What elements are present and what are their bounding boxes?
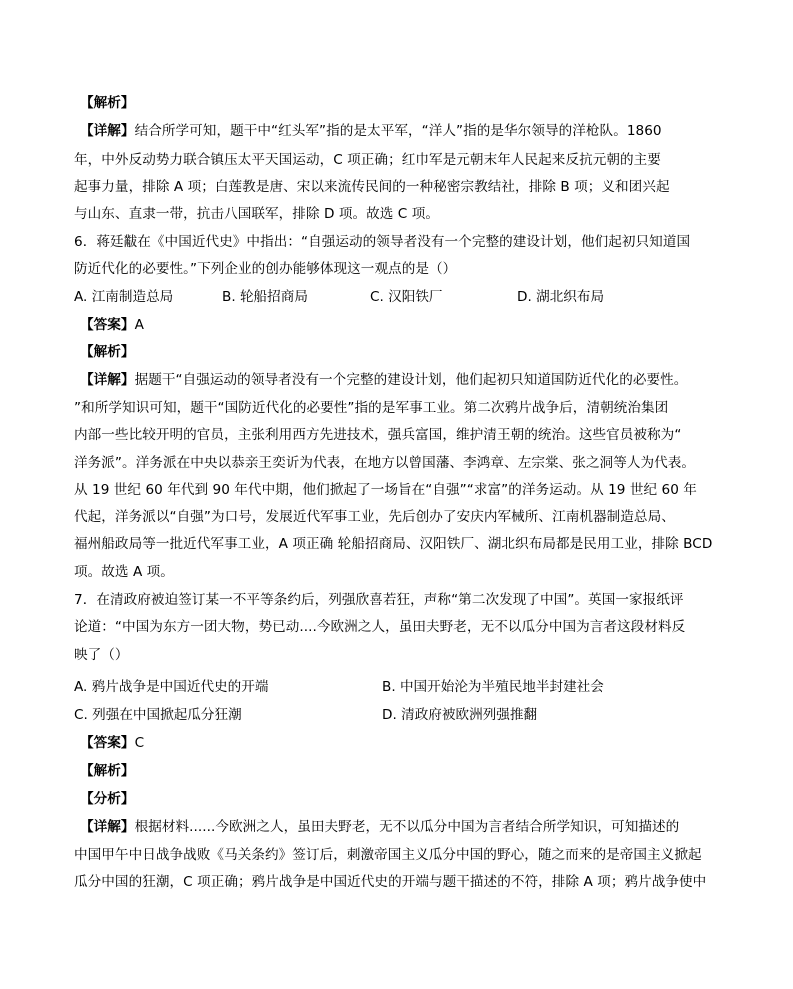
q6-detail-line-5: 从 19 世纪 60 年代到 90 年代中期，他们掀起了一场旨在“自强”“求富”的洋务运动。从 19 世纪 60 年 bbox=[74, 482, 697, 498]
q7-detail-line-3: 瓜分中国的狂潮，C 项正确；鸦片战争是中国近代史的开端与题干描述的不符，排除 A 项；鸦片战争使中 bbox=[74, 874, 707, 890]
q7-stem-line-3: 映了（） bbox=[74, 647, 129, 663]
q5-detail-line-3: 起事力量，排除 A 项；白莲教是唐、宋以来流传民间的一种秘密宗教结社，排除 B 项；义和团兴起 bbox=[74, 179, 670, 195]
q7-detail-line-1 bbox=[80, 818, 679, 837]
q6-detail-line-8: 项。故选 A 项。 bbox=[74, 564, 174, 580]
q6-detail-line-7: 福州船政局等一批近代军事工业，A 项正确 轮船招商局、汉阳铁厂、湖北织布局都是民用工业，排除 BCD bbox=[74, 536, 713, 552]
q7-option-c: C. 列强在中国掀起瓜分狂潮 bbox=[74, 707, 242, 723]
q6-detail-line-2: ”和所学知识可知，题干“国防近代化的必要性”指的是军事工业。第二次鸦片战争后，清朝统治集团 bbox=[74, 400, 669, 416]
q7-option-b: B. 中国开始沦为半殖民地半封建社会 bbox=[382, 679, 604, 695]
q6-option-a: A. 江南制造总局 bbox=[74, 289, 174, 305]
q6-detail-line-4: 洋务派”。洋务派在中央以恭亲王奕䜣为代表，在地方以曾国藩、李鸿章、左宗棠、张之洞等人为代表。 bbox=[74, 455, 696, 471]
q7-detail-label: 【详解】 bbox=[80, 819, 135, 835]
q7-answer-label: 【答案】 bbox=[80, 735, 135, 751]
q6-analysis-label: 【解析】 bbox=[80, 344, 135, 360]
q6-stem-line-1: 6．蒋廷黻在《中国近代史》中指出：“自强运动的领导者没有一个完整的建设计划，他们起初只知道国 bbox=[74, 234, 691, 250]
q7-analysis2-label: 【分析】 bbox=[80, 791, 135, 807]
q5-detail-line-4: 与山东、直隶一带，抗击八国联军，排除 D 项。故选 C 项。 bbox=[74, 206, 439, 222]
q6-option-b: B. 轮船招商局 bbox=[222, 289, 308, 305]
q7-option-d: D. 清政府被欧洲列强推翻 bbox=[382, 707, 538, 723]
q5-detail-line-1 bbox=[80, 122, 662, 141]
q6-detail-label: 【详解】 bbox=[80, 372, 135, 388]
q6-detail-text-1: 据题干“自强运动的领导者没有一个完整的建设计划，他们起初只知道国防近代化的必要性。 bbox=[134, 372, 688, 388]
q7-detail-text-1: 根据材料......今欧洲之人，虽田夫野老，无不以瓜分中国为言者结合所学知识，可知描述的 bbox=[134, 819, 680, 835]
q5-detail-line-2: 年，中外反动势力联合镇压太平天国运动，C 项正确；红巾军是元朝末年人民起来反抗元朝的主要 bbox=[74, 152, 661, 168]
q5-detail-text-1: 结合所学可知，题干中“红头军”指的是太平军，“洋人”指的是华尔领导的洋枪队。1860 bbox=[134, 123, 662, 139]
q6-answer-label: 【答案】 bbox=[80, 317, 135, 333]
q6-detail-line-6: 代起，洋务派以“自强”为口号，发展近代军事工业，先后创办了安庆内军械所、江南机器制造总局、 bbox=[74, 509, 675, 525]
q7-detail-line-2: 中国甲午中日战争战败《马关条约》签订后，刺激帝国主义瓜分中国的野心，随之而来的是帝国主义掀起 bbox=[74, 847, 702, 863]
q6-detail-line-1 bbox=[80, 371, 687, 390]
q7-stem-line-2: 论道：“中国为东方一团大物，势已动....今欧洲之人，虽田夫野老，无不以瓜分中国为言者这段材料反 bbox=[74, 619, 686, 635]
q7-answer-value: C bbox=[134, 735, 145, 751]
q6-option-c: C. 汉阳铁厂 bbox=[370, 289, 443, 305]
q7-stem-line-1: 7．在清政府被迫签订某一不平等条约后，列强欣喜若狂，声称“第二次发现了中国”。英国一家报纸评 bbox=[74, 592, 684, 608]
q6-stem-line-2: 防近代化的必要性。”下列企业的创办能够体现这一观点的是（） bbox=[74, 261, 457, 277]
q7-option-a: A. 鸦片战争是中国近代史的开端 bbox=[74, 679, 269, 695]
q5-detail-label: 【详解】 bbox=[80, 123, 135, 139]
q6-answer-value: A bbox=[134, 317, 144, 333]
q7-answer-line bbox=[80, 734, 144, 753]
q6-option-d: D. 湖北织布局 bbox=[517, 289, 605, 305]
q5-analysis-label: 【解析】 bbox=[80, 95, 135, 111]
q7-analysis-label: 【解析】 bbox=[80, 763, 135, 779]
q6-answer-line bbox=[80, 316, 144, 335]
q6-detail-line-3: 内部一些比较开明的官员，主张利用西方先进技术，强兵富国，维护清王朝的统治。这些官员被称为“ bbox=[74, 427, 682, 443]
